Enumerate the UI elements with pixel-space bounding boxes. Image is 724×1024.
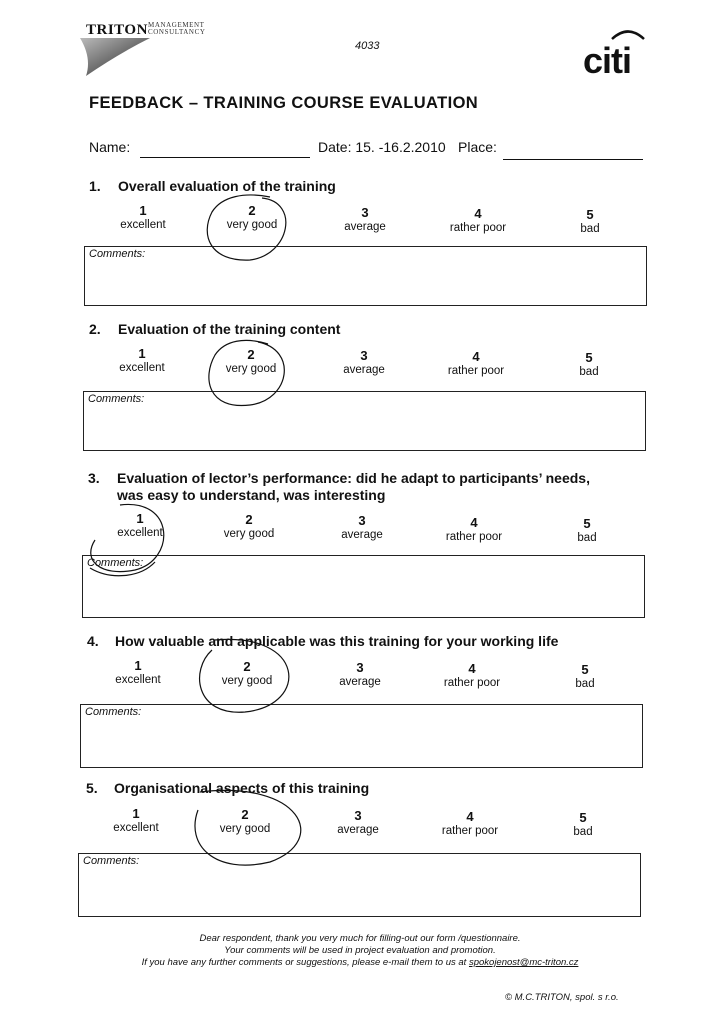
q1-option-2[interactable]: 2 very good: [226, 203, 278, 231]
question-1-number: 1.: [89, 178, 101, 194]
q4-comments-box[interactable]: Comments:: [80, 704, 643, 768]
brand-name: TRITON: [86, 22, 148, 38]
q2-comments-box[interactable]: Comments:: [83, 391, 646, 451]
q3-option-2[interactable]: 2 very good: [223, 512, 275, 540]
question-5-number: 5.: [86, 780, 98, 796]
q5-comments-box[interactable]: Comments:: [78, 853, 641, 917]
q4-option-1[interactable]: 1 excellent: [115, 658, 161, 686]
question-3-title: Evaluation of lector’s performance: did he adapt to participants’ needs,: [117, 470, 590, 486]
place-label: Place:: [458, 139, 497, 155]
q1-option-5[interactable]: 5 bad: [580, 207, 600, 235]
footer-line-3: If you have any further comments or suggestions, please e-mail them to us at spokojenost@mc-triton.cz: [141, 957, 579, 968]
footer-line-2: Your comments will be used in project evaluation and promotion.: [224, 945, 496, 956]
date-label: Date: 15. -16.2.2010: [318, 139, 446, 155]
q3-option-1[interactable]: 1 excellent: [117, 511, 163, 539]
brand-subtitle: MANAGEMENT CONSULTANCY: [148, 21, 206, 36]
question-3-number: 3.: [88, 470, 100, 486]
contact-email-link[interactable]: spokojenost@mc-triton.cz: [468, 957, 579, 968]
question-2-title: Evaluation of the training content: [118, 321, 341, 337]
question-4-title: How valuable and applicable was this training for your working life: [115, 633, 559, 649]
q2-option-3[interactable]: 3 average: [343, 348, 385, 376]
q1-option-4[interactable]: 4 rather poor: [449, 206, 507, 234]
question-1-title: Overall evaluation of the training: [118, 178, 336, 194]
q5-option-2[interactable]: 2 very good: [219, 807, 271, 835]
question-5-title: Organisational aspects of this training: [114, 780, 370, 796]
q2-option-4[interactable]: 4 rather poor: [447, 349, 505, 377]
q5-option-3[interactable]: 3 average: [337, 808, 379, 836]
footer-line-1: Dear respondent, thank you very much for filling-out our form /questionnaire.: [199, 933, 521, 944]
citi-arc-icon: [610, 26, 646, 40]
q5-option-1[interactable]: 1 excellent: [113, 806, 159, 834]
q4-option-3[interactable]: 3 average: [339, 660, 381, 688]
copyright: © M.C.TRITON, spol. s r.o.: [505, 992, 619, 1003]
q2-option-2[interactable]: 2 very good: [225, 347, 277, 375]
q1-comments-box[interactable]: Comments:: [84, 246, 647, 306]
q3-comments-box[interactable]: Comments:: [82, 555, 645, 618]
q4-option-4[interactable]: 4 rather poor: [443, 661, 501, 689]
question-3-title-line2: was easy to understand, was interesting: [117, 487, 386, 503]
citi-logo: citi: [583, 40, 632, 81]
q3-option-3[interactable]: 3 average: [341, 513, 383, 541]
q2-option-5[interactable]: 5 bad: [579, 350, 599, 378]
document-number: 4033: [355, 40, 380, 52]
q5-option-4[interactable]: 4 rather poor: [441, 809, 499, 837]
name-label: Name:: [89, 139, 131, 155]
q4-option-5[interactable]: 5 bad: [575, 662, 595, 690]
triton-logo: [78, 18, 228, 78]
q3-option-4[interactable]: 4 rather poor: [445, 515, 503, 543]
place-field[interactable]: [503, 144, 643, 160]
q1-option-1[interactable]: 1 excellent: [120, 203, 166, 231]
q2-option-1[interactable]: 1 excellent: [119, 346, 165, 374]
q4-option-2[interactable]: 2 very good: [221, 659, 273, 687]
name-field[interactable]: [140, 142, 310, 158]
wing-icon: [78, 36, 158, 78]
q3-option-5[interactable]: 5 bad: [577, 516, 597, 544]
q5-option-5[interactable]: 5 bad: [573, 810, 593, 838]
question-2-number: 2.: [89, 321, 101, 337]
question-4-number: 4.: [87, 633, 99, 649]
q1-option-3[interactable]: 3 average: [344, 205, 386, 233]
form-title: FEEDBACK – TRAINING COURSE EVALUATION: [89, 94, 479, 112]
